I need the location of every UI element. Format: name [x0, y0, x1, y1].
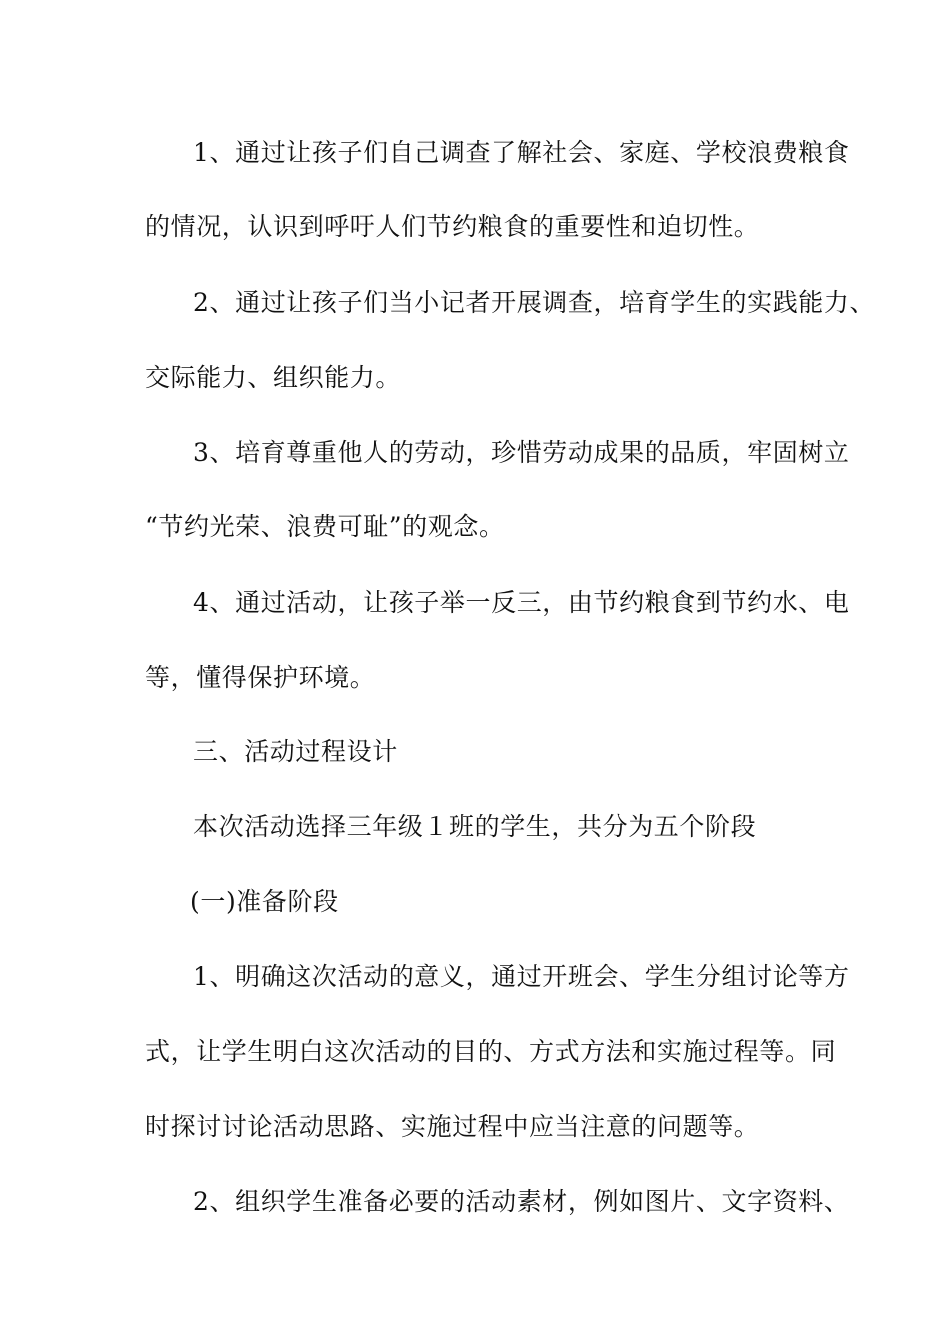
paragraph-line: 时探讨讨论活动思路、实施过程中应当注意的问题等。: [145, 1112, 760, 1141]
paragraph-line: 式，让学生明白这次活动的目的、方式方法和实施过程等。同: [145, 1037, 837, 1066]
paragraph-line: “节约光荣、浪费可耻”的观念。: [145, 512, 505, 541]
paragraph-line: 3、培育尊重他人的劳动，珍惜劳动成果的品质，牢固树立: [193, 438, 850, 467]
paragraph-line: 1、明确这次活动的意义，通过开班会、学生分组讨论等方: [193, 962, 850, 991]
paragraph-line: 4、通过活动，让孩子举一反三，由节约粮食到节约水、电: [193, 588, 850, 617]
paragraph-line: 的情况，认识到呼吁人们节约粮食的重要性和迫切性。: [145, 212, 760, 241]
paragraph-line: 1、通过让孩子们自己调查了解社会、家庭、学校浪费粮食: [193, 138, 850, 167]
paragraph-line: 2、组织学生准备必要的活动素材，例如图片、文字资料、: [193, 1187, 850, 1216]
section-heading: 三、活动过程设计: [193, 737, 398, 766]
paragraph-line: 等，懂得保护环境。: [145, 663, 376, 692]
paragraph-line: 交际能力、组织能力。: [145, 363, 402, 392]
subsection-heading: (一)准备阶段: [190, 887, 339, 916]
paragraph-line: 2、通过让孩子们当小记者开展调查，培育学生的实践能力、: [193, 288, 876, 317]
paragraph-line: 本次活动选择三年级１班的学生，共分为五个阶段: [193, 812, 757, 841]
